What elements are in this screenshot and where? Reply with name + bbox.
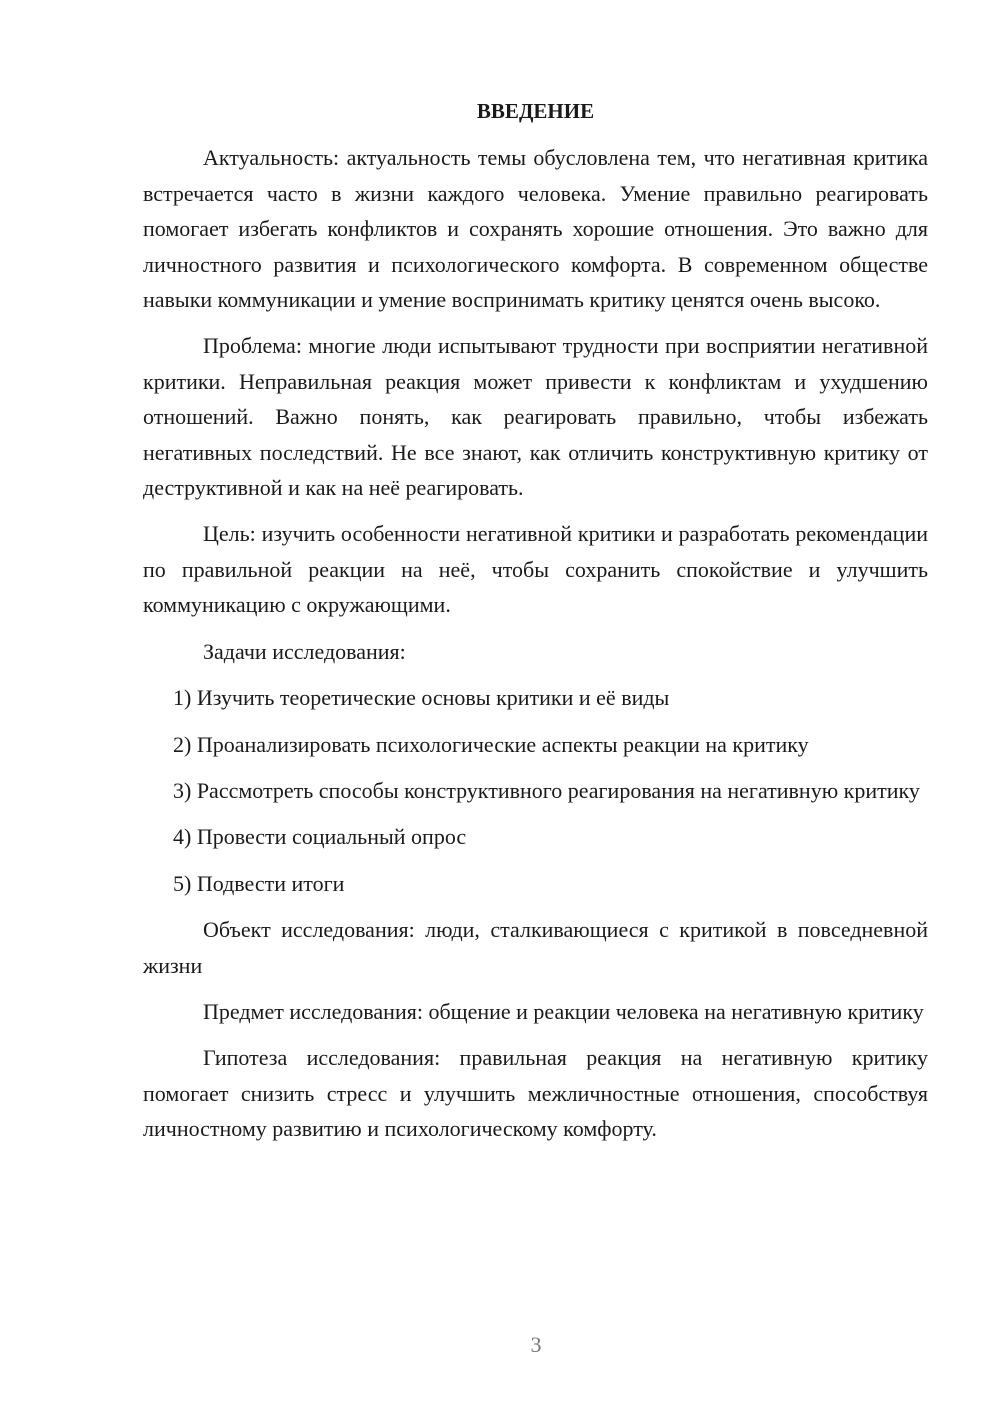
page-number: 3	[530, 1332, 542, 1357]
tasks-heading: Задачи исследования:	[203, 638, 406, 664]
goal-paragraph: Цель: изучить особенности негативной критики и разработать рекомендации по правильной реакции на неё, чтобы сохранить спокойствие и улучшить коммуникацию с окружающими.	[143, 521, 928, 618]
object-paragraph: Объект исследования: люди, сталкивающиеся с критикой в повседневной жизни	[143, 917, 928, 978]
task-item: 2) Проанализировать психологические аспекты реакции на критику	[173, 731, 809, 757]
task-item: 1) Изучить теоретические основы критики и её виды	[173, 685, 670, 711]
task-item: 4) Провести социальный опрос	[173, 824, 467, 850]
actuality-paragraph: Актуальность: актуальность темы обусловлена тем, что негативная критика встречается часто в жизни каждого человека. Умение правильно реагировать помогает избегать конфликтов и сохранять хорошие отношения. Это важно для личностного развития и психологического комфорта. В современном обществе навыки коммуникации и умение воспринимать критику ценятся очень высоко.	[143, 145, 928, 313]
page-title: ВВЕДЕНИЕ	[476, 99, 595, 123]
task-item: 5) Подвести итоги	[173, 870, 345, 896]
subject-paragraph: Предмет исследования: общение и реакции человека на негативную критику	[203, 998, 924, 1024]
document-page	[143, 94, 928, 1158]
problem-paragraph: Проблема: многие люди испытывают трудности при восприятии негативной критики. Неправильная реакция может привести к конфликтам и ухудшению отношений. Важно понять, как реагировать правильно, чтобы избежать негативных последствий. Не все знают, как отличить конструктивную критику от деструктивной и как на неё реагировать.	[143, 333, 928, 501]
hypothesis-paragraph: Гипотеза исследования: правильная реакция на негативную критику помогает снизить стресс и улучшить межличностные отношения, способствуя личностному развитию и психологическому комфорту.	[143, 1045, 928, 1142]
task-item: 3) Рассмотреть способы конструктивного реагирования на негативную критику	[173, 777, 920, 803]
